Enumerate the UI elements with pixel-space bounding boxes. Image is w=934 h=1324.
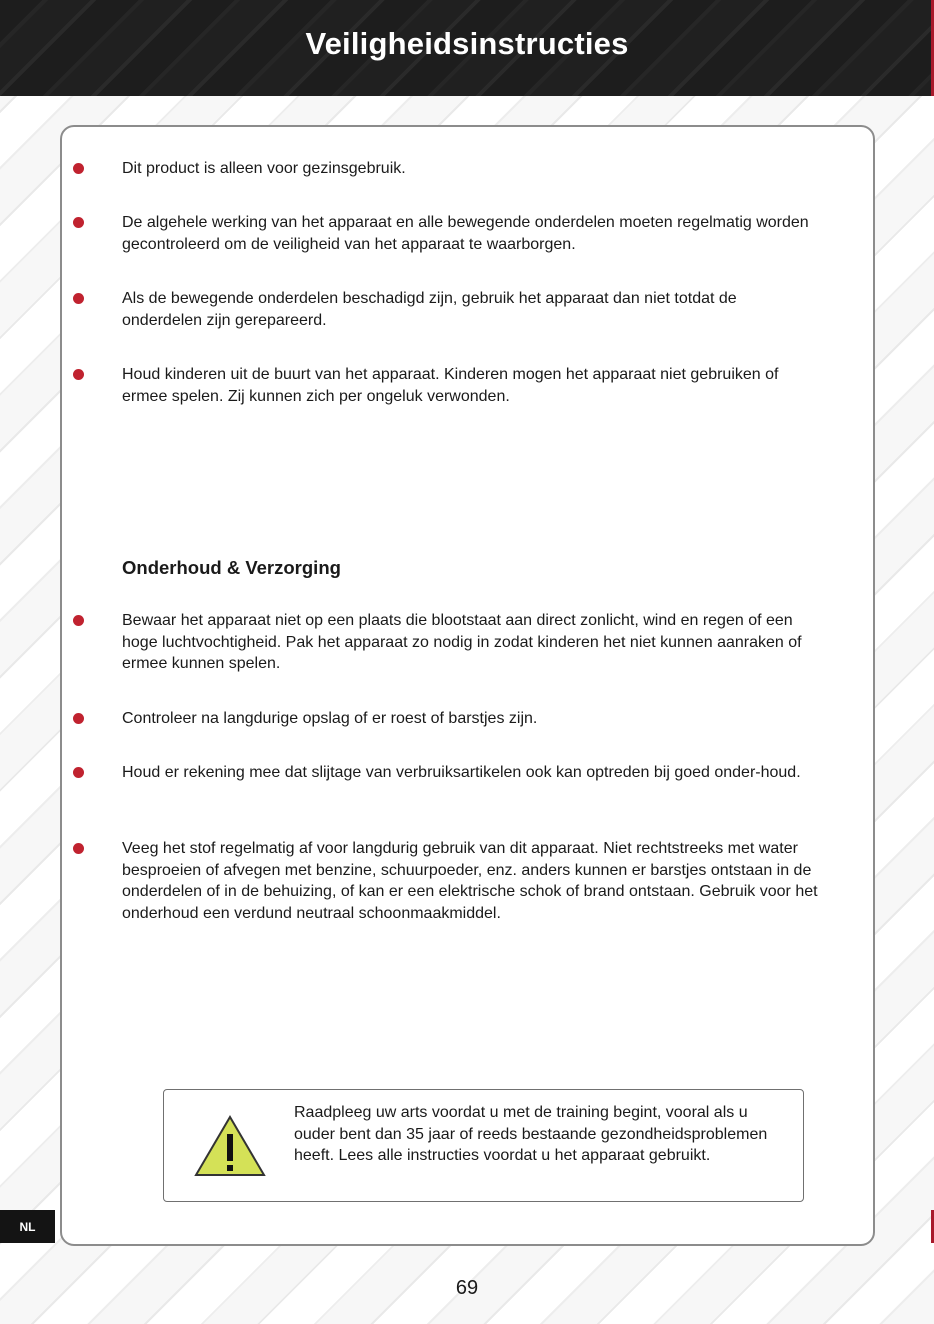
- content-panel: [60, 125, 875, 1246]
- bullet-dot-icon: [73, 293, 84, 304]
- bullet-dot-icon: [73, 369, 84, 380]
- bullet-dot-icon: [73, 615, 84, 626]
- warning-box: [163, 1089, 804, 1202]
- safety-item-4: [98, 364, 818, 407]
- bullet-dot-icon: [73, 843, 84, 854]
- safety-item-text: Als de bewegende onderdelen beschadigd zijn, gebruik het apparaat dan niet totdat de onderdelen zijn gerepareerd.: [122, 290, 737, 329]
- maintenance-item-text: Veeg het stof regelmatig af voor langdurig gebruik van dit apparaat. Niet rechtstreeks met water besproeien of afvegen met benzine, schuurpoeder, enz. anders kunnen er barstjes ontstaan in de onderdelen of in de behuizing, of kan er een elektrische schok of brand ontstaan. Gebruik voor het onderhoud een verdund neutraal schoonmaakmiddel.: [122, 840, 818, 922]
- maintenance-item-1: [98, 610, 818, 675]
- maintenance-item-text: Controleer na langdurige opslag of er roest of barstjes zijn.: [122, 710, 538, 727]
- language-tab: NL: [0, 1210, 55, 1243]
- bullet-dot-icon: [73, 163, 84, 174]
- safety-item-text: Houd kinderen uit de buurt van het apparaat. Kinderen mogen het apparaat niet gebruiken of ermee spelen. Zij kunnen zich per ongeluk verwonden.: [122, 366, 779, 405]
- warning-text: Raadpleeg uw arts voordat u met de training begint, vooral als u ouder bent dan 35 jaar of reeds bestaande gezondheidsproblemen heeft. Lees alle instructies voordat u het apparaat gebruikt.: [294, 1104, 768, 1164]
- maintenance-item-text: Houd er rekening mee dat slijtage van verbruiksartikelen ook kan optreden bij goed onder-houd.: [122, 764, 801, 781]
- safety-item-2: [98, 212, 818, 255]
- page-title: Veiligheidsinstructies: [305, 26, 629, 61]
- maintenance-item-3: [98, 762, 818, 784]
- page-header: [0, 0, 934, 96]
- safety-item-3: [98, 288, 818, 331]
- maintenance-heading: Onderhoud & Verzorging: [122, 557, 341, 578]
- warning-triangle-icon: [194, 1114, 266, 1178]
- maintenance-item-text: Bewaar het apparaat niet op een plaats die blootstaat aan direct zonlicht, wind en regen of een hoge luchtvochtigheid. Pak het apparaat zo nodig in zodat kinderen het niet kunnen aanraken of ermee kunnen spelen.: [122, 612, 802, 672]
- maintenance-item-4: [98, 838, 818, 924]
- safety-item-1: [98, 158, 818, 180]
- maintenance-item-2: [98, 708, 818, 730]
- bullet-dot-icon: [73, 767, 84, 778]
- safety-item-text: Dit product is alleen voor gezinsgebruik.: [122, 160, 406, 177]
- safety-item-text: De algehele werking van het apparaat en alle bewegende onderdelen moeten regelmatig worden gecontroleerd om de veiligheid van het apparaat te waarborgen.: [122, 214, 809, 253]
- bullet-dot-icon: [73, 713, 84, 724]
- bullet-dot-icon: [73, 217, 84, 228]
- page-number: 69: [455, 1277, 479, 1299]
